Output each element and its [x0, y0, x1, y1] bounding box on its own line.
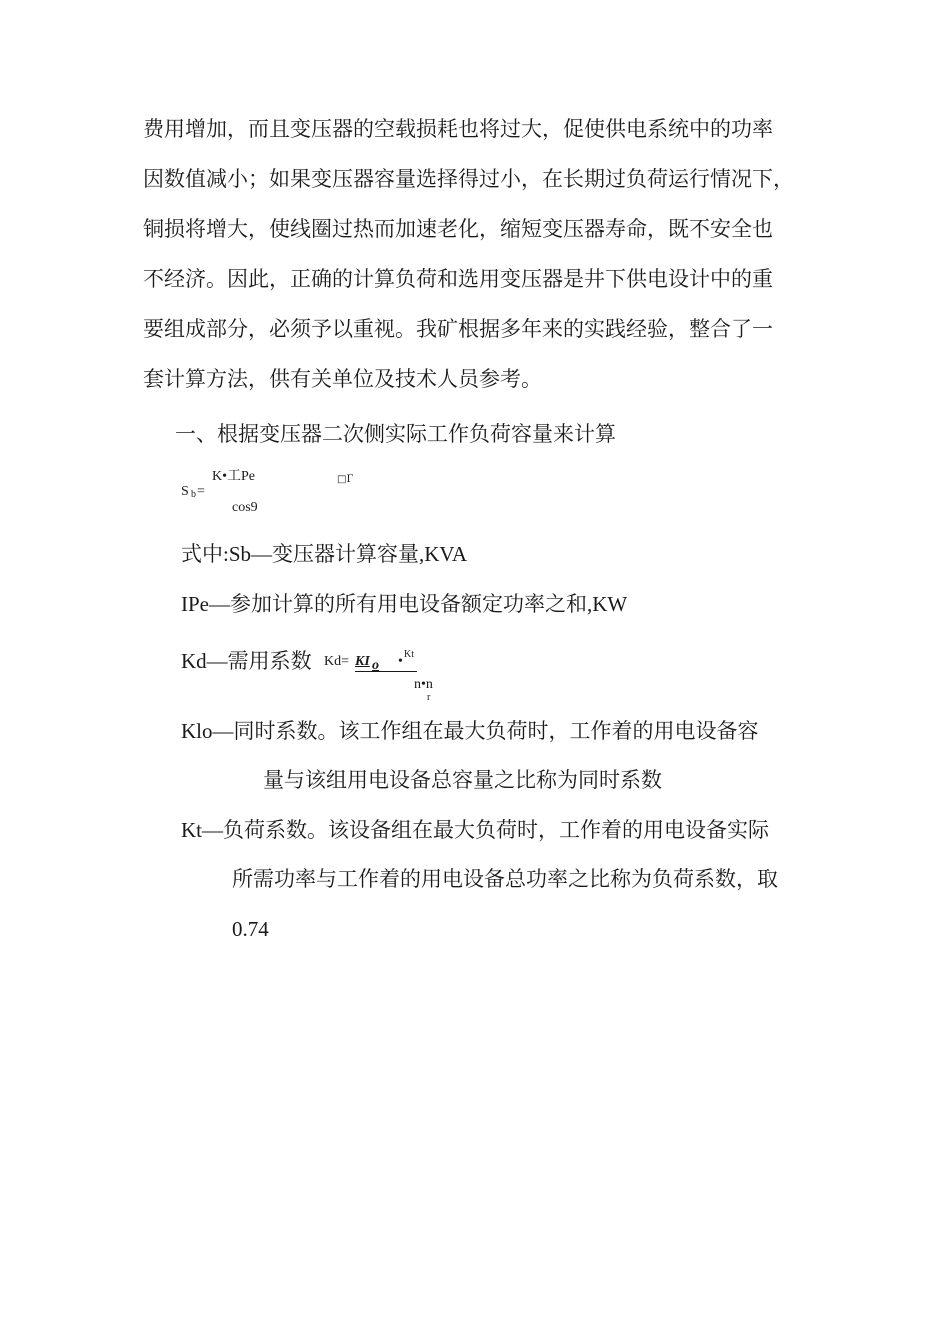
kd-formula-den-sub: r — [427, 692, 431, 703]
formula-sb-lhs-sub: b — [191, 489, 196, 500]
definition-kt-line-3: 0.74 — [232, 917, 269, 941]
kd-formula-num-b: o — [372, 658, 379, 673]
kd-formula-sup: Kt — [404, 649, 414, 660]
definition-kt-line-1: Kt—负荷系数。该设备组在最大负荷时，工作着的用电设备实际 — [181, 818, 769, 842]
kd-formula-num-a: KI — [355, 654, 370, 669]
definition-klo-line-2: 量与该组用电设备总容量之比称为同时系数 — [263, 768, 662, 792]
intro-line-3: 铜损将增大，使线圈过热而加速老化，缩短变压器寿命，既不安全也 — [143, 217, 773, 241]
kd-formula-dot: • — [398, 654, 403, 669]
kd-formula-lhs: Kd= — [324, 654, 350, 669]
formula-sb-denominator: cos9 — [232, 500, 258, 515]
intro-line-1: 费用增加，而且变压器的空载损耗也将过大，促使供电系统中的功率 — [143, 117, 773, 141]
formula-sb-stray-mark: □Γ — [337, 474, 354, 485]
intro-line-5: 要组成部分，必须予以重视。我矿根据多年来的实践经验，整合了一 — [143, 317, 773, 341]
formula-sb-eq: = — [197, 484, 205, 499]
intro-line-6: 套计算方法，供有关单位及技术人员参考。 — [143, 367, 542, 391]
definition-klo-line-1: Klo—同时系数。该工作组在最大负荷时，工作着的用电设备容 — [181, 719, 759, 743]
formula-sb-numerator: K•工Pe — [212, 469, 256, 484]
definition-kt-line-2: 所需功率与工作着的用电设备总功率之比称为负荷系数，取 — [232, 867, 778, 891]
intro-line-2: 因数值减小；如果变压器容量选择得过小，在长期过负荷运行情况下， — [143, 167, 794, 191]
definition-kd-label: Kd—需用系数 — [181, 649, 312, 673]
kd-formula-den: n•n — [414, 677, 433, 692]
formula-sb-lhs: S — [181, 484, 189, 499]
definition-sb: 式中:Sb—变压器计算容量,KVA — [181, 542, 468, 566]
definition-ipe: IPe—参加计算的所有用电设备额定功率之和,KW — [181, 592, 628, 616]
intro-line-4: 不经济。因此，正确的计算负荷和选用变压器是井下供电设计中的重 — [143, 267, 773, 291]
kd-formula-fraction-bar — [355, 671, 417, 672]
section-heading: 一、根据变压器二次侧实际工作负荷容量来计算 — [175, 422, 616, 446]
